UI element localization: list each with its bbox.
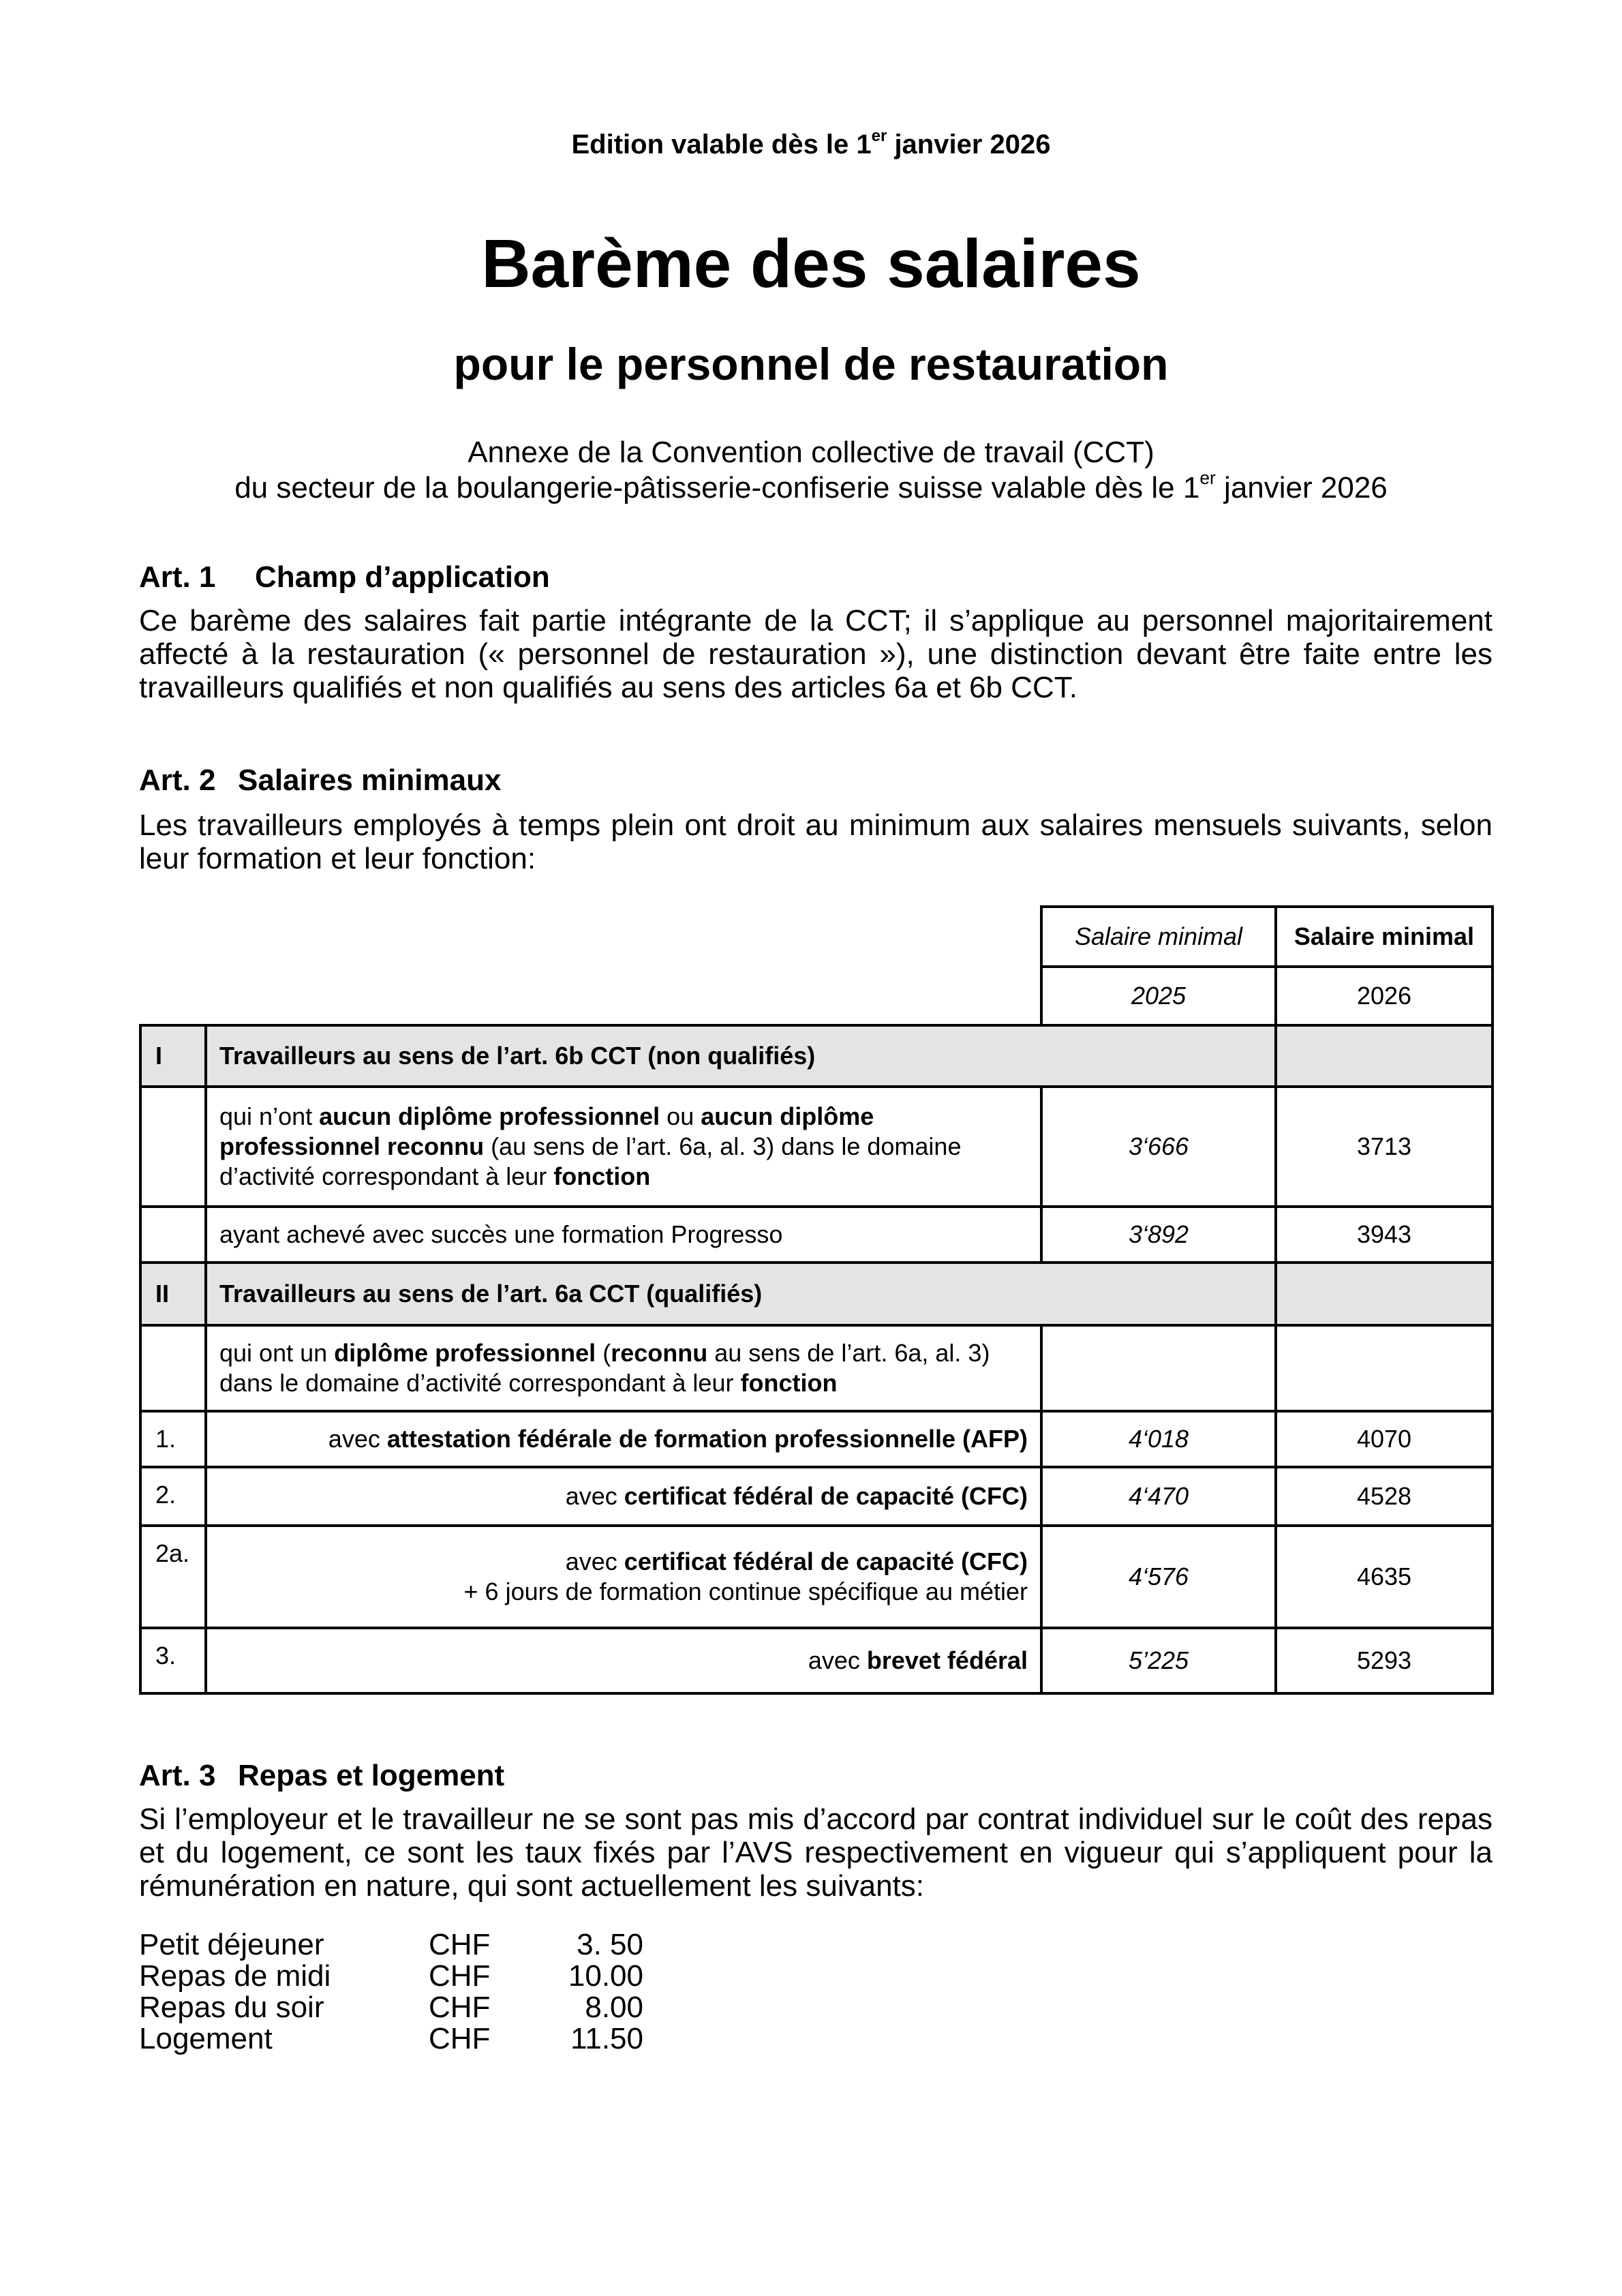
value-2026: 4528: [1276, 1467, 1493, 1526]
value-2025: 3‘666: [1041, 1087, 1276, 1207]
edition-line: Edition valable dès le 1er janvier 2026: [571, 127, 1051, 160]
header-year-2026: 2026: [1276, 967, 1493, 1025]
value-2025: [1041, 1325, 1276, 1411]
art1-heading: Art. 1 Champ d’application: [139, 560, 550, 594]
table-row: [140, 1087, 1493, 1207]
annex-line-1: Annexe de la Convention collective de travail (CCT): [468, 436, 1154, 469]
section-title: Travailleurs au sens de l’art. 6b CCT (non qualifiés): [206, 1025, 1276, 1087]
value-2025: 5’225: [1041, 1628, 1276, 1693]
value-2025: 4‘018: [1041, 1411, 1276, 1467]
value-2026: 3713: [1276, 1087, 1493, 1207]
table-row: [140, 1207, 1493, 1263]
rate-amount: 3. 50: [577, 1928, 643, 1961]
row-description: avec certificat fédéral de capacité (CFC): [206, 1467, 1041, 1526]
section-row: [140, 1025, 1493, 1087]
value-2026: 3943: [1276, 1207, 1493, 1263]
table-header-blank: [140, 907, 1041, 967]
art1-text: Ce barème des salaires fait partie intégrante de la CCT; il s’applique au personnel majoritairement affecté à la restauration (« personnel de restauration »), une distinction devant être faite entre les travailleurs qualifiés et non qualifiés au sens des articles 6a et 6b CCT.: [139, 604, 1493, 704]
row-number: [140, 1087, 206, 1207]
value-2026: 5293: [1276, 1628, 1493, 1693]
meal-lodging-rates: [139, 1929, 643, 2055]
rate-row: [139, 1992, 643, 2023]
row-number: 2a.: [140, 1526, 206, 1628]
art2-text: Les travailleurs employés à temps plein ont droit au minimum aux salaires mensuels suivants, selon leur formation et leur fonction:: [139, 809, 1493, 875]
row-number: 3.: [140, 1628, 206, 1693]
value-2026: 4635: [1276, 1526, 1493, 1628]
rate-label: Logement: [139, 2022, 273, 2055]
header-year-2025: 2025: [1041, 967, 1276, 1025]
table-row: [140, 1467, 1493, 1526]
section-row: [140, 1263, 1493, 1325]
row-description: avec certificat fédéral de capacité (CFC) + 6 jours de formation continue spécifique au métier: [206, 1526, 1041, 1628]
rate-row: [139, 1961, 643, 1992]
page-subtitle: pour le personnel de restauration: [453, 339, 1169, 389]
art3-heading: Art. 3 Repas et logement: [139, 1759, 505, 1792]
rate-label: Repas de midi: [139, 1959, 331, 1993]
rate-currency: CHF: [429, 1928, 491, 1961]
row-number: [140, 1207, 206, 1263]
row-description: avec brevet fédéral: [206, 1628, 1041, 1693]
table-row: [140, 1628, 1493, 1693]
section-blank: [1276, 1025, 1493, 1087]
value-2026: 4070: [1276, 1411, 1493, 1467]
value-2025: 4‘470: [1041, 1467, 1276, 1526]
rate-amount: 8.00: [585, 1991, 643, 2024]
row-description: ayant achevé avec succès une formation Progresso: [206, 1207, 1041, 1263]
rate-row: [139, 1929, 643, 1961]
section-number: II: [140, 1263, 206, 1325]
row-description: qui n’ont aucun diplôme professionnel ou aucun diplôme professionnel reconnu (au sens de l’art. 6a, al. 3) dans le domaine d’activité correspondant à leur fonction: [206, 1087, 1041, 1207]
rate-currency: CHF: [429, 1991, 491, 2024]
art3-text: Si l’employeur et le travailleur ne se sont pas mis d’accord par contrat individuel sur le coût des repas et du logement, ce sont les taux fixés par l’AVS respectivement en vigueur qui s’appliquent pour la rémunération en nature, qui sont actuellement les suivants:: [139, 1802, 1493, 1903]
rate-row: [139, 2023, 643, 2055]
minimum-wage-table: [139, 905, 1494, 1695]
table-row: [140, 1411, 1493, 1467]
table-header-row-years: [140, 967, 1493, 1025]
rate-label: Repas du soir: [139, 1991, 324, 2024]
row-number: 1.: [140, 1411, 206, 1467]
header-salaire-2026: Salaire minimal: [1276, 907, 1493, 967]
header-salaire-2025: Salaire minimal: [1041, 907, 1276, 967]
table-header-blank: [140, 967, 1041, 1025]
value-2025: 3‘892: [1041, 1207, 1276, 1263]
table-row: [140, 1325, 1493, 1411]
table-row: [140, 1526, 1493, 1628]
row-description: qui ont un diplôme professionnel (reconnu au sens de l’art. 6a, al. 3) dans le domaine d’activité correspondant à leur fonction: [206, 1325, 1041, 1411]
rate-amount: 11.50: [570, 2022, 643, 2055]
value-2026: [1276, 1325, 1493, 1411]
section-title: Travailleurs au sens de l’art. 6a CCT (qualifiés): [206, 1263, 1276, 1325]
page-title: Barème des salaires: [481, 226, 1141, 302]
rate-label: Petit déjeuner: [139, 1928, 324, 1961]
rate-currency: CHF: [429, 1959, 491, 1993]
section-number: I: [140, 1025, 206, 1087]
rate-amount: 10.00: [568, 1959, 643, 1993]
rate-currency: CHF: [429, 2022, 491, 2055]
row-number: 2.: [140, 1467, 206, 1526]
value-2025: 4‘576: [1041, 1526, 1276, 1628]
annex-note: [0, 435, 1622, 509]
art2-heading: Art. 2 Salaires minimaux: [139, 764, 502, 797]
annex-line-2: du secteur de la boulangerie-pâtisserie-confiserie suisse valable dès le 1er janvier 2026: [234, 468, 1388, 504]
row-description: avec attestation fédérale de formation professionnelle (AFP): [206, 1411, 1041, 1467]
table-header-row-labels: [140, 907, 1493, 967]
row-number: [140, 1325, 206, 1411]
section-blank: [1276, 1263, 1493, 1325]
